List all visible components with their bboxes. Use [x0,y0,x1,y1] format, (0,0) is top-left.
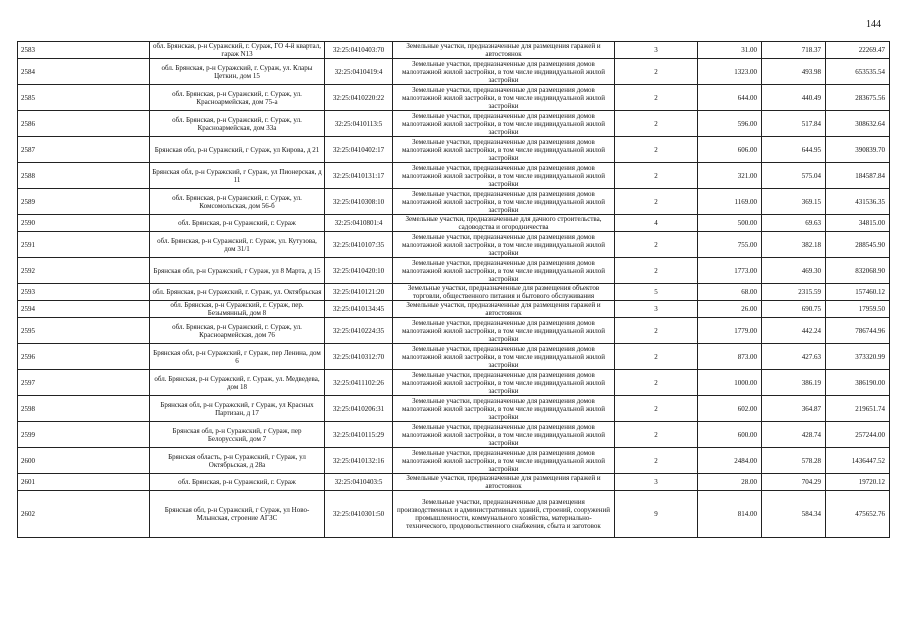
cadastral-number-cell: 32:25:0410134:45 [325,301,393,318]
address-cell: обл. Брянская, р-н Суражский, г. Сураж, ул. Красноармейская, дом 76 [150,318,325,344]
area-cell: 28.00 [698,474,762,491]
group-cell: 2 [615,163,698,189]
cadastral-number-cell: 32:25:0410220:22 [325,85,393,111]
group-cell: 2 [615,318,698,344]
specific-value-cell: 69.63 [762,215,826,232]
cadastral-value-cell: 431536.35 [826,189,890,215]
table-row [18,85,890,111]
page-number: 144 [866,19,881,30]
specific-value-cell: 2315.59 [762,284,826,301]
specific-value-cell: 427.63 [762,344,826,370]
group-cell: 2 [615,344,698,370]
group-cell: 2 [615,189,698,215]
row-number: 2587 [18,137,150,163]
specific-value-cell: 690.75 [762,301,826,318]
table-row [18,318,890,344]
specific-value-cell: 493.98 [762,59,826,85]
cadastral-number-cell: 32:25:0410206:31 [325,396,393,422]
address-cell: обл. Брянская, р-н Суражский, г. Сураж [150,215,325,232]
cadastral-value-cell: 184587.84 [826,163,890,189]
address-cell: обл. Брянская, р-н Суражский, г. Сураж, ул. Октябрьская [150,284,325,301]
cadastral-value-cell: 653535.54 [826,59,890,85]
table-row [18,111,890,137]
land-use-cell: Земельные участки, предназначенные для размещения домов малоэтажной жилой застройки, в том числе индивидуальной жилой застройки [393,370,615,396]
specific-value-cell: 369.15 [762,189,826,215]
table-row [18,370,890,396]
address-cell: Брянская область, р-н Суражский, г Сураж, ул Октябрьская, д 28а [150,448,325,474]
specific-value-cell: 704.29 [762,474,826,491]
land-use-cell: Земельные участки, предназначенные для размещения домов малоэтажной жилой застройки, в том числе индивидуальной жилой застройки [393,344,615,370]
land-use-cell: Земельные участки, предназначенные для размещения домов малоэтажной жилой застройки, в том числе индивидуальной жилой застройки [393,111,615,137]
cadastral-value-cell: 475652.76 [826,491,890,538]
row-number: 2597 [18,370,150,396]
area-cell: 606.00 [698,137,762,163]
row-number: 2590 [18,215,150,232]
address-cell: Брянская обл, р-н Суражский, г Сураж, пер Ленина, дом 6 [150,344,325,370]
cadastral-number-cell: 32:25:0410132:16 [325,448,393,474]
table-row [18,344,890,370]
row-number: 2601 [18,474,150,491]
cadastral-number-cell: 32:25:0410801:4 [325,215,393,232]
address-cell: обл. Брянская, р-н Суражский, г. Сураж, ул. Кутузова, дом 31/1 [150,232,325,258]
specific-value-cell: 517.84 [762,111,826,137]
cadastral-number-cell: 32:25:0410402:17 [325,137,393,163]
area-cell: 31.00 [698,42,762,59]
cadastral-value-cell: 19720.12 [826,474,890,491]
table-row [18,232,890,258]
land-use-cell: Земельные участки, предназначенные для размещения гаражей и автостоянок [393,301,615,318]
land-use-cell: Земельные участки, предназначенные для размещения домов малоэтажной жилой застройки, в том числе индивидуальной жилой застройки [393,163,615,189]
cadastral-number-cell: 32:25:0410121:20 [325,284,393,301]
group-cell: 5 [615,284,698,301]
cadastral-number-cell: 32:25:0410224:35 [325,318,393,344]
address-cell: Брянская обл, р-н Суражский, г Сураж, ул Кирова, д 21 [150,137,325,163]
area-cell: 755.00 [698,232,762,258]
land-use-cell: Земельные участки, предназначенные для дачного строительства, садоводства и огородничества [393,215,615,232]
land-use-cell: Земельные участки, предназначенные для размещения домов малоэтажной жилой застройки, в том числе индивидуальной жилой застройки [393,189,615,215]
cadastral-number-cell: 32:25:0411102:26 [325,370,393,396]
cadastral-number-cell: 32:25:0410107:35 [325,232,393,258]
group-cell: 3 [615,42,698,59]
row-number: 2593 [18,284,150,301]
area-cell: 68.00 [698,284,762,301]
land-use-cell: Земельные участки, предназначенные для размещения домов малоэтажной жилой застройки, в том числе индивидуальной жилой застройки [393,448,615,474]
land-use-cell: Земельные участки, предназначенные для размещения гаражей и автостоянок [393,42,615,59]
area-cell: 1000.00 [698,370,762,396]
area-cell: 2484.00 [698,448,762,474]
row-number: 2584 [18,59,150,85]
specific-value-cell: 578.28 [762,448,826,474]
specific-value-cell: 382.18 [762,232,826,258]
row-number: 2592 [18,258,150,284]
group-cell: 2 [615,111,698,137]
land-use-cell: Земельные участки, предназначенные для размещения домов малоэтажной жилой застройки, в том числе индивидуальной жилой застройки [393,59,615,85]
row-number: 2599 [18,422,150,448]
group-cell: 2 [615,137,698,163]
cadastral-value-cell: 257244.00 [826,422,890,448]
address-cell: Брянская обл, р-н Суражский, г Сураж, ул Красных Партизан, д 17 [150,396,325,422]
area-cell: 1169.00 [698,189,762,215]
table-row [18,137,890,163]
area-cell: 600.00 [698,422,762,448]
row-number: 2589 [18,189,150,215]
row-number: 2598 [18,396,150,422]
cadastral-value-cell: 1436447.52 [826,448,890,474]
group-cell: 2 [615,258,698,284]
row-number: 2600 [18,448,150,474]
cadastral-value-cell: 283675.56 [826,85,890,111]
cadastral-number-cell: 32:25:0410131:17 [325,163,393,189]
row-number: 2585 [18,85,150,111]
group-cell: 2 [615,448,698,474]
group-cell: 2 [615,232,698,258]
group-cell: 9 [615,491,698,538]
group-cell: 2 [615,85,698,111]
cadastral-number-cell: 32:25:0410308:10 [325,189,393,215]
area-cell: 814.00 [698,491,762,538]
area-cell: 1773.00 [698,258,762,284]
cadastral-value-cell: 17959.50 [826,301,890,318]
area-cell: 644.00 [698,85,762,111]
row-number: 2588 [18,163,150,189]
area-cell: 500.00 [698,215,762,232]
row-number: 2596 [18,344,150,370]
address-cell: обл. Брянская, р-н Суражский, г. Сураж, ул. Медведева, дом 18 [150,370,325,396]
cadastral-value-cell: 219651.74 [826,396,890,422]
table-row [18,284,890,301]
land-use-cell: Земельные участки, предназначенные для размещения домов малоэтажной жилой застройки, в том числе индивидуальной жилой застройки [393,258,615,284]
table-row [18,258,890,284]
land-use-cell: Земельные участки, предназначенные для размещения домов малоэтажной жилой застройки, в том числе индивидуальной жилой застройки [393,396,615,422]
land-use-cell: Земельные участки, предназначенные для размещения домов малоэтажной жилой застройки, в том числе индивидуальной жилой застройки [393,422,615,448]
row-number: 2586 [18,111,150,137]
cadastral-value-cell: 34815.00 [826,215,890,232]
row-number: 2583 [18,42,150,59]
cadastral-value-cell: 373320.99 [826,344,890,370]
specific-value-cell: 386.19 [762,370,826,396]
table-row [18,163,890,189]
area-cell: 26.00 [698,301,762,318]
cadastral-number-cell: 32:25:0410312:70 [325,344,393,370]
cadastral-value-cell: 308632.64 [826,111,890,137]
table-row [18,189,890,215]
table-row [18,491,890,538]
table-row [18,448,890,474]
land-use-cell: Земельные участки, предназначенные для размещения домов малоэтажной жилой застройки, в том числе индивидуальной жилой застройки [393,137,615,163]
specific-value-cell: 428.74 [762,422,826,448]
table-row [18,422,890,448]
land-use-cell: Земельные участки, предназначенные для размещения гаражей и автостоянок [393,474,615,491]
row-number: 2595 [18,318,150,344]
specific-value-cell: 364.87 [762,396,826,422]
row-number: 2591 [18,232,150,258]
area-cell: 321.00 [698,163,762,189]
cadastral-number-cell: 32:25:0410113:5 [325,111,393,137]
cadastral-value-cell: 386190.00 [826,370,890,396]
area-cell: 1323.00 [698,59,762,85]
land-use-cell: Земельные участки, предназначенные для размещения домов малоэтажной жилой застройки, в том числе индивидуальной жилой застройки [393,232,615,258]
address-cell: обл. Брянская, р-н Суражский, г. Сураж, ул. Клары Цеткин, дом 15 [150,59,325,85]
specific-value-cell: 584.34 [762,491,826,538]
table-row [18,42,890,59]
area-cell: 602.00 [698,396,762,422]
table-row [18,215,890,232]
address-cell: Брянская обл, р-н Суражский, г Сураж, ул 8 Марта, д 15 [150,258,325,284]
group-cell: 2 [615,396,698,422]
specific-value-cell: 644.95 [762,137,826,163]
address-cell: обл. Брянская, р-н Суражский, г. Сураж [150,474,325,491]
area-cell: 1779.00 [698,318,762,344]
address-cell: Брянская обл, р-н Суражский, г Сураж, ул Пионерская, д 11 [150,163,325,189]
cadastral-value-cell: 288545.90 [826,232,890,258]
address-cell: Брянская обл, р-н Суражский, г Сураж, ул Ново-Млынская, строение АГЗС [150,491,325,538]
table-row [18,474,890,491]
group-cell: 4 [615,215,698,232]
land-use-cell: Земельные участки, предназначенные для размещения производственных и административных зданий, строений, сооружений промышленности, коммунального хозяйства, материально-технического, продовольственного снабжения, сбыта и заготовок [393,491,615,538]
cadastral-number-cell: 32:25:0410403:70 [325,42,393,59]
cadastral-number-cell: 32:25:0410420:10 [325,258,393,284]
cadastral-value-table [17,41,890,538]
table-row [18,301,890,318]
area-cell: 873.00 [698,344,762,370]
group-cell: 3 [615,474,698,491]
cadastral-value-cell: 157460.12 [826,284,890,301]
address-cell: обл. Брянская, р-н Суражский, г. Сураж, ул. Красноармейская, дом 75-а [150,85,325,111]
land-use-cell: Земельные участки, предназначенные для размещения объектов торговли, общественного питания и бытового обслуживания [393,284,615,301]
specific-value-cell: 469.30 [762,258,826,284]
cadastral-number-cell: 32:25:0410301:50 [325,491,393,538]
specific-value-cell: 575.04 [762,163,826,189]
table-row [18,59,890,85]
cadastral-value-cell: 390839.70 [826,137,890,163]
cadastral-value-cell: 832068.90 [826,258,890,284]
cadastral-number-cell: 32:25:0410419:4 [325,59,393,85]
address-cell: обл. Брянская, р-н Суражский, г. Сураж, пер. Безымянный, дом 8 [150,301,325,318]
row-number: 2594 [18,301,150,318]
address-cell: обл. Брянская, р-н Суражский, г. Сураж, ГО 4-й квартал, гараж N13 [150,42,325,59]
group-cell: 2 [615,370,698,396]
specific-value-cell: 442.24 [762,318,826,344]
cadastral-number-cell: 32:25:0410403:5 [325,474,393,491]
specific-value-cell: 718.37 [762,42,826,59]
row-number: 2602 [18,491,150,538]
table-row [18,396,890,422]
table-body [18,42,890,538]
cadastral-value-cell: 22269.47 [826,42,890,59]
area-cell: 596.00 [698,111,762,137]
land-use-cell: Земельные участки, предназначенные для размещения домов малоэтажной жилой застройки, в том числе индивидуальной жилой застройки [393,85,615,111]
address-cell: Брянская обл, р-н Суражский, г Сураж, пер Белорусский, дом 7 [150,422,325,448]
group-cell: 3 [615,301,698,318]
address-cell: обл. Брянская, р-н Суражский, г. Сураж, ул. Комсомольская, дом 56-б [150,189,325,215]
cadastral-number-cell: 32:25:0410115:29 [325,422,393,448]
group-cell: 2 [615,422,698,448]
group-cell: 2 [615,59,698,85]
address-cell: обл. Брянская, р-н Суражский, г. Сураж, ул. Красноармейская, дом 33а [150,111,325,137]
land-use-cell: Земельные участки, предназначенные для размещения домов малоэтажной жилой застройки, в том числе индивидуальной жилой застройки [393,318,615,344]
cadastral-value-cell: 786744.96 [826,318,890,344]
specific-value-cell: 440.49 [762,85,826,111]
